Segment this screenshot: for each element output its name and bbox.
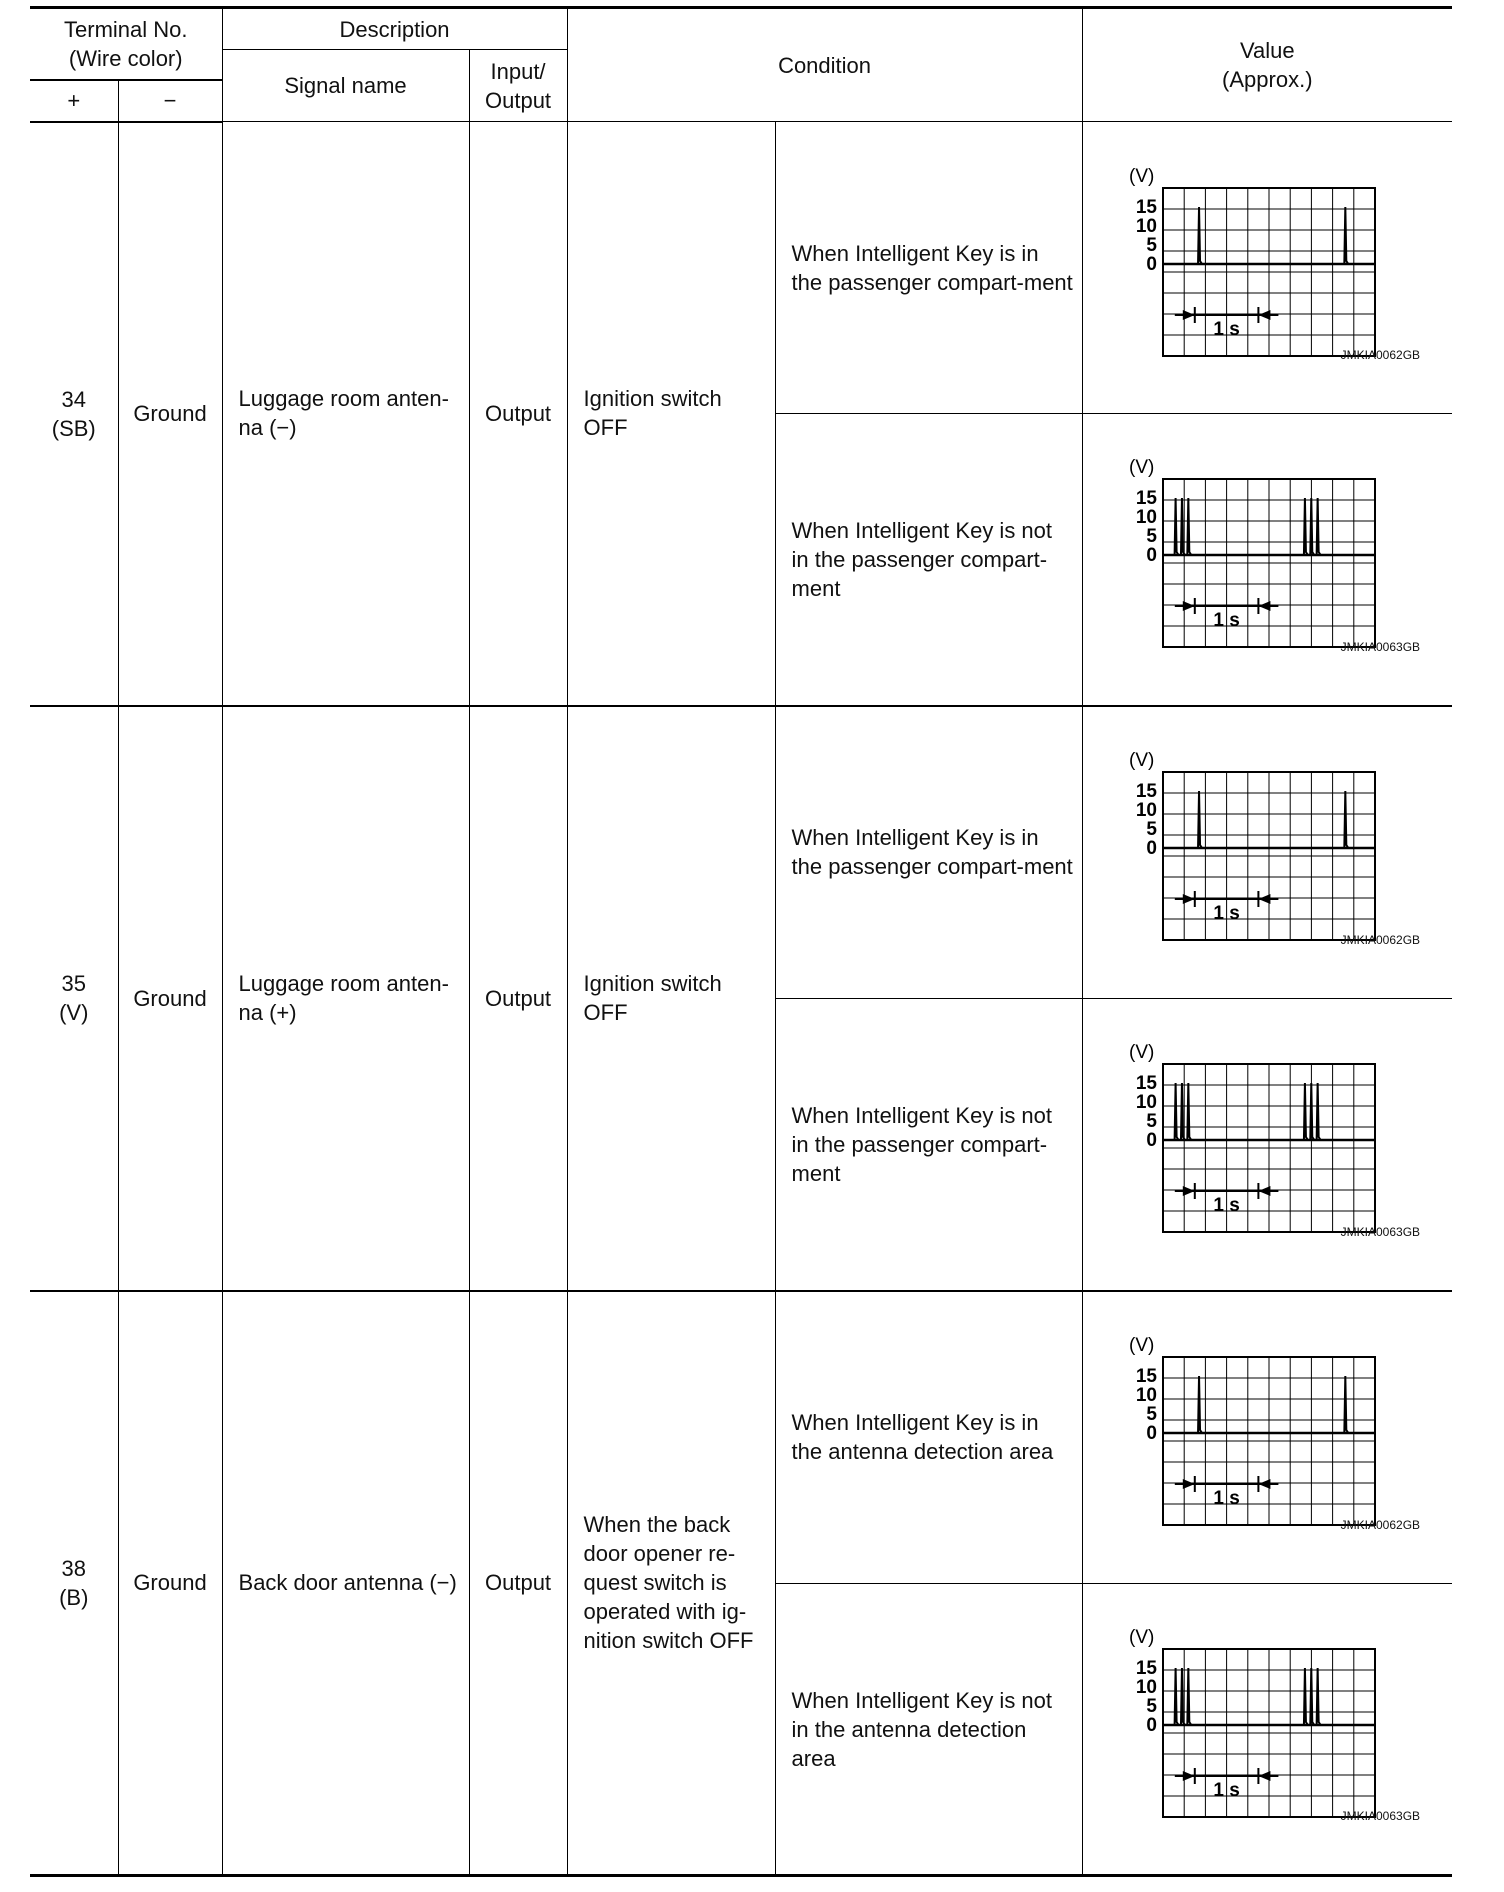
terminal-table xyxy=(30,6,1452,1877)
wire-color-text: (SB) xyxy=(51,415,96,441)
input-output: Output xyxy=(469,706,567,1291)
y-tick-label: 5 xyxy=(1145,1404,1157,1426)
value-waveform xyxy=(1082,414,1452,706)
header-value xyxy=(1082,8,1452,122)
ground-cell: Ground xyxy=(118,1291,222,1876)
y-tick-label: 10 xyxy=(1135,1092,1157,1114)
y-tick-label: 5 xyxy=(1145,526,1157,548)
condition-sub: When Intelligent Key is in the antenna detection area xyxy=(775,1291,1082,1584)
y-tick-label: 15 xyxy=(1135,488,1157,510)
y-axis-unit: (V) xyxy=(1128,459,1154,479)
wire-color-text: (V) xyxy=(59,1000,89,1025)
header-output-text: Output xyxy=(485,87,552,113)
value-waveform xyxy=(1082,706,1452,999)
time-scale-label: 1 s xyxy=(1212,1780,1240,1801)
terminal-number-text: 34 xyxy=(61,386,86,412)
y-tick-label: 0 xyxy=(1145,838,1157,860)
figure-id: JMKIA0063GB xyxy=(1340,1224,1421,1239)
header-wire-color-text: (Wire color) xyxy=(68,45,183,71)
terminal-number-text: 38 xyxy=(61,1555,86,1581)
condition-sub: When Intelligent Key is not in the antenna detection area xyxy=(775,1584,1082,1876)
signal-name: Luggage room anten-na (+) xyxy=(222,706,469,1291)
row-34-a xyxy=(30,122,1452,414)
y-tick-label: 5 xyxy=(1145,1111,1157,1133)
header-input-output xyxy=(469,50,567,122)
time-scale-label: 1 s xyxy=(1212,903,1240,925)
y-tick-label: 5 xyxy=(1145,819,1157,841)
header-approx-text: (Approx.) xyxy=(1222,67,1313,92)
figure-id: JMKIA0062GB xyxy=(1340,933,1421,947)
y-tick-label: 10 xyxy=(1135,507,1157,529)
value-waveform xyxy=(1082,1291,1452,1584)
waveform-chart xyxy=(1127,168,1407,368)
y-tick-label: 0 xyxy=(1145,1715,1157,1736)
input-output: Output xyxy=(469,122,567,706)
condition-main: Ignition switch OFF xyxy=(567,706,775,1291)
figure-id: JMKIA0062GB xyxy=(1340,1518,1421,1532)
header-terminal-no xyxy=(30,8,222,80)
waveform-chart xyxy=(1127,1044,1407,1244)
header-signal-name: Signal name xyxy=(222,50,469,122)
figure-id: JMKIA0062GB xyxy=(1340,348,1421,362)
waveform-chart xyxy=(1127,752,1407,952)
y-tick-label: 0 xyxy=(1145,1423,1157,1445)
figure-id: JMKIA0063GB xyxy=(1340,1809,1421,1823)
header-plus: + xyxy=(30,80,118,122)
header-description: Description xyxy=(222,8,567,50)
time-scale-label: 1 s xyxy=(1212,318,1240,340)
terminal-number xyxy=(30,1291,118,1876)
wire-color-text: (B) xyxy=(59,1584,89,1610)
condition-sub: When Intelligent Key is not in the passenger compart-ment xyxy=(775,999,1082,1291)
y-tick-label: 15 xyxy=(1135,781,1157,803)
y-tick-label: 15 xyxy=(1135,196,1157,218)
value-waveform xyxy=(1082,1584,1452,1876)
header-condition: Condition xyxy=(567,8,1082,122)
row-38-a xyxy=(30,1291,1452,1584)
signal-name: Luggage room anten-na (−) xyxy=(222,122,469,706)
waveform-chart xyxy=(1127,1337,1407,1537)
header-value-text: Value xyxy=(1239,38,1295,63)
y-tick-label: 0 xyxy=(1145,545,1157,567)
y-axis-unit: (V) xyxy=(1128,1629,1154,1648)
y-tick-label: 0 xyxy=(1145,253,1157,275)
terminal-number xyxy=(30,706,118,1291)
y-tick-label: 10 xyxy=(1135,1677,1157,1698)
condition-sub: When Intelligent Key is in the passenger compart-ment xyxy=(775,122,1082,414)
value-waveform xyxy=(1082,122,1452,414)
waveform-chart xyxy=(1127,1629,1407,1829)
condition-main: When the back door opener re-quest switch is operated with ig-nition switch OFF xyxy=(567,1291,775,1876)
y-tick-label: 15 xyxy=(1135,1073,1157,1095)
y-axis-unit: (V) xyxy=(1128,1044,1154,1064)
time-scale-label: 1 s xyxy=(1212,610,1240,632)
ground-cell: Ground xyxy=(118,706,222,1291)
ground-cell: Ground xyxy=(118,122,222,706)
y-tick-label: 10 xyxy=(1135,215,1157,237)
header-minus: − xyxy=(118,80,222,122)
condition-sub: When Intelligent Key is in the passenger compart-ment xyxy=(775,706,1082,999)
y-axis-unit: (V) xyxy=(1128,167,1154,187)
time-scale-label: 1 s xyxy=(1212,1195,1240,1217)
header-terminal-no-text: Terminal No. xyxy=(64,16,188,42)
y-axis-unit: (V) xyxy=(1128,752,1154,772)
y-tick-label: 15 xyxy=(1135,1658,1157,1679)
signal-name: Back door antenna (−) xyxy=(222,1291,469,1876)
value-waveform xyxy=(1082,999,1452,1291)
y-tick-label: 5 xyxy=(1145,234,1157,256)
y-tick-label: 10 xyxy=(1135,800,1157,822)
figure-id: JMKIA0063GB xyxy=(1340,639,1421,654)
waveform-chart xyxy=(1127,459,1407,659)
y-axis-unit: (V) xyxy=(1128,1337,1154,1357)
condition-sub: When Intelligent Key is not in the passenger compart-ment xyxy=(775,414,1082,706)
y-tick-label: 10 xyxy=(1135,1385,1157,1407)
y-tick-label: 5 xyxy=(1145,1696,1157,1717)
y-tick-label: 15 xyxy=(1135,1366,1157,1388)
terminal-number-text: 35 xyxy=(61,971,86,996)
input-output: Output xyxy=(469,1291,567,1876)
condition-main: Ignition switch OFF xyxy=(567,122,775,706)
terminal-number xyxy=(30,122,118,706)
y-tick-label: 0 xyxy=(1145,1130,1157,1152)
row-35-a xyxy=(30,706,1452,999)
header-input-text: Input/ xyxy=(490,58,546,84)
time-scale-label: 1 s xyxy=(1212,1488,1240,1510)
